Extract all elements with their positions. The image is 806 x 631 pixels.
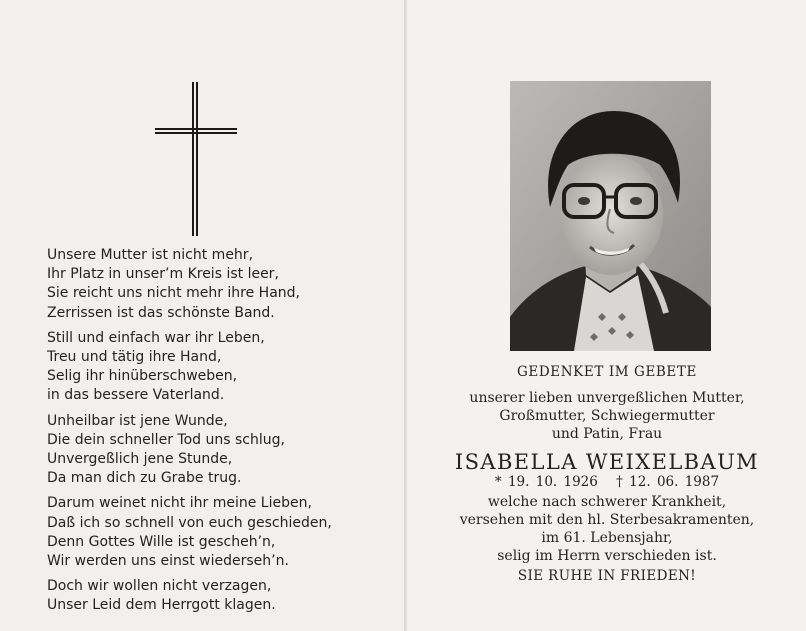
obituary-details bbox=[437, 493, 777, 565]
poem-line: Still und einfach war ihr Leben, bbox=[47, 329, 265, 346]
poem-line: Denn Gottes Wille ist gescheh’n, bbox=[47, 533, 276, 550]
poem-line: Unsere Mutter ist nicht mehr, bbox=[47, 247, 254, 263]
poem-stanza bbox=[47, 412, 387, 489]
poem-line: Da man dich zu Grabe trug. bbox=[47, 470, 242, 487]
detail-line: versehen mit den hl. Sterbesakramenten, bbox=[459, 512, 755, 528]
deceased-name: ISABELLA WEIXELBAUM bbox=[454, 450, 760, 474]
poem-line: Unvergeßlich jene Stunde, bbox=[47, 451, 233, 468]
detail-line: welche nach schwerer Krankheit, bbox=[487, 494, 727, 510]
poem-line: Unheilbar ist jene Wunde, bbox=[47, 412, 228, 429]
poem-stanza bbox=[47, 494, 387, 571]
poem-line: Darum weinet nicht ihr meine Lieben, bbox=[47, 495, 312, 512]
poem-line: Daß ich so schnell von euch geschieden, bbox=[47, 514, 332, 531]
portrait-photo bbox=[510, 81, 711, 351]
poem-line: Unser Leid dem Herrgott klagen. bbox=[47, 597, 276, 614]
poem-line: Ihr Platz in unser’m Kreis ist leer, bbox=[47, 266, 279, 283]
poem-line: Zerrissen ist das schönste Band. bbox=[47, 304, 275, 321]
poem-line: in das bessere Vaterland. bbox=[47, 387, 225, 404]
intro-line: und Patin, Frau bbox=[551, 426, 663, 442]
detail-line: im 61. Lebensjahr, bbox=[541, 530, 673, 546]
poem-line: Doch wir wollen nicht verzagen, bbox=[47, 578, 272, 595]
poem-stanza bbox=[47, 329, 387, 406]
memorial-poem bbox=[47, 246, 387, 622]
poem-stanza bbox=[47, 577, 387, 615]
cross-icon bbox=[152, 82, 238, 238]
poem-line: Wir werden uns einst wiederseh’n. bbox=[47, 553, 289, 570]
birth-date: * 19. 10. 1926 bbox=[494, 474, 598, 490]
poem-line: Treu und tätig ihre Hand, bbox=[47, 349, 222, 366]
detail-line: selig im Herrn verschieden ist. bbox=[497, 548, 717, 564]
death-date: † 12. 06. 1987 bbox=[616, 474, 720, 490]
poem-stanza bbox=[47, 246, 387, 323]
intro-line: unserer lieben unvergeßlichen Mutter, bbox=[469, 390, 745, 406]
life-dates bbox=[437, 474, 777, 491]
intro-line: Großmutter, Schwiegermutter bbox=[499, 408, 715, 424]
obituary-heading: GEDENKET IM GEBETE bbox=[517, 364, 697, 380]
obituary-intro bbox=[437, 389, 777, 443]
closing-blessing: SIE RUHE IN FRIEDEN! bbox=[517, 568, 697, 584]
poem-line: Sie reicht uns nicht mehr ihre Hand, bbox=[47, 285, 300, 302]
poem-line: Selig ihr hinüberschweben, bbox=[47, 368, 238, 385]
poem-line: Die dein schneller Tod uns schlug, bbox=[47, 431, 285, 448]
obituary-text bbox=[437, 359, 777, 585]
